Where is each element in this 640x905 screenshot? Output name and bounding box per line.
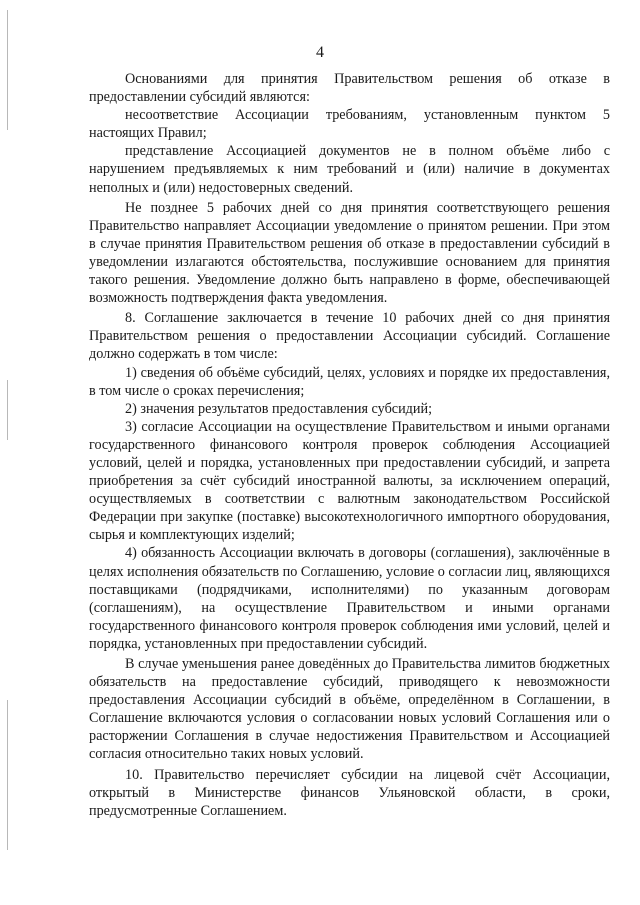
- paragraph: 4) обязанность Ассоциации включать в договоры (соглашения), заключённые в целях исполнения обязательств по Соглашению, условие о согласии лиц, являющихся поставщиками (подрядчиками, исполнителями) по указанным договорам (соглашениям), на осуществление Правительством и иными органами государственного финансового контроля проверок соблюдения ими условий, целей и порядка, установленных при предоставлении субсидий.: [89, 545, 610, 652]
- paragraph: 2) значения результатов предоставления субсидий;: [125, 400, 433, 417]
- paragraph: В случае уменьшения ранее доведённых до Правительства лимитов бюджетных обязательств на предоставление субсидий, приводящего к невозможности предоставления Ассоциации субсидий в объёме, определённом в Соглашении, в Соглашение включаются условия о согласовании новых условий Соглашения или о расторжении Соглашения в случае недостижения Правительством и Ассоциацией согласия относительно таких новых условий.: [89, 656, 610, 763]
- paragraph: Основаниями для принятия Правительством решения об отказе в предоставлении субсидий являются:: [89, 71, 610, 106]
- paragraph: представление Ассоциацией документов не в полном объёме либо с нарушением предъявляемых к ним требований и (или) наличие в документах неполных и (или) недостоверных сведений.: [89, 143, 610, 196]
- paragraph: 1) сведения об объёме субсидий, целях, условиях и порядке их предоставления, в том числе о сроках перечисления;: [89, 364, 610, 399]
- paragraph: 8. Соглашение заключается в течение 10 рабочих дней со дня принятия Правительством решения о предоставлении Ассоциации субсидий. Соглашение должно содержать в том числе:: [89, 310, 610, 363]
- left-margin-mark: [7, 700, 8, 850]
- left-margin-mark: [7, 10, 8, 130]
- paragraph: несоответствие Ассоциации требованиям, установленным пунктом 5 настоящих Правил;: [89, 107, 610, 142]
- paragraph: 3) согласие Ассоциации на осуществление Правительством и иными органами государственного финансового контроля проверок соблюдения Ассоциацией условий, целей и порядка, установленных при предоставлении субсидий, и запрета приобретения за счёт субсидий иностранной валюты, за исключением операций, осуществляемых в соответствии с валютным законодательством Российской Федерации при закупке (поставке) высокотехнологичного импортного оборудования, сырья и комплектующих изделий;: [89, 418, 610, 544]
- left-margin-mark: [7, 380, 8, 440]
- body-text: [89, 70, 610, 820]
- paragraph: 10. Правительство перечисляет субсидии на лицевой счёт Ассоциации, открытый в Министерстве финансов Ульяновской области, в сроки, предусмотренные Соглашением.: [89, 766, 610, 819]
- page-number: 4: [316, 44, 324, 61]
- paragraph: Не позднее 5 рабочих дней со дня принятия соответствующего решения Правительство направляет Ассоциации уведомление о принятом решении. При этом в случае принятия Правительством решения об отказе в предоставлении субсидий в уведомлении излагаются обстоятельства, послужившие основанием для принятия такого решения. Уведомление должно быть направлено в форме, обеспечивающей возможность подтверждения факта уведомления.: [89, 199, 610, 307]
